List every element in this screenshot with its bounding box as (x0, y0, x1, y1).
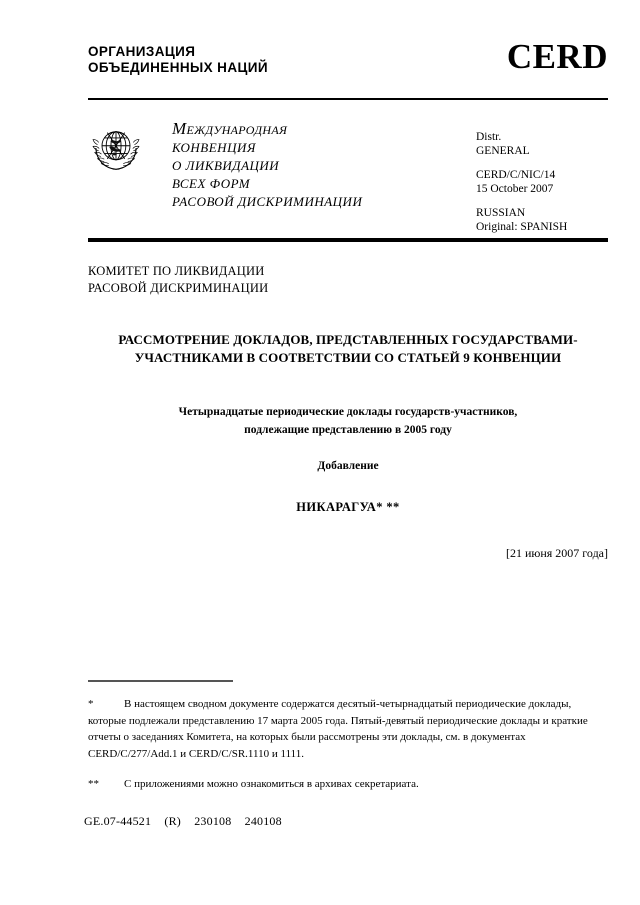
committee-heading-line2: РАСОВОЙ ДИСКРИМИНАЦИИ (88, 281, 269, 295)
convention-title-line4: ВСЕХ ФОРМ (172, 176, 251, 191)
footer-code-value: GE.07-44521 (84, 814, 152, 828)
page-subtitle-line2: подлежащие представлению в 2005 году (244, 424, 452, 436)
footnote-divider (88, 680, 233, 682)
convention-title-line2: КОНВЕНЦИЯ (172, 140, 256, 155)
document-date: 15 October 2007 (476, 183, 554, 195)
distribution-block (476, 130, 608, 234)
cerd-logo: CERD (506, 37, 608, 76)
un-emblem-icon (88, 120, 144, 176)
footer-document-code (84, 814, 282, 829)
submission-date: [21 июня 2007 года] (505, 546, 608, 560)
spacer (476, 158, 608, 168)
footnote-second-text: С приложениями можно ознакомиться в архивах секретариата. (124, 778, 419, 790)
convention-title-line3: О ЛИКВИДАЦИИ (172, 158, 280, 173)
distribution-value: GENERAL (476, 145, 530, 157)
footnote-first-marker: * (88, 698, 94, 710)
footer-number-two: 240108 (244, 814, 282, 828)
spacer (476, 196, 608, 206)
committee-heading (88, 263, 268, 297)
footnote-second-marker: ** (88, 778, 99, 790)
page-subtitle-line1: Четырнадцатые периодические доклады государств-участников, (178, 406, 518, 418)
committee-heading-line1: КОМИТЕТ ПО ЛИКВИДАЦИИ (88, 264, 265, 278)
distribution-label: Distr. (476, 131, 502, 143)
page-title-line2: УЧАСТНИКАМИ В СООТВЕТСТВИИ СО СТАТЬЕЙ 9 КОНВЕНЦИИ (134, 350, 562, 365)
convention-title (172, 118, 476, 211)
page-title (88, 331, 608, 367)
footnote-first (88, 696, 608, 762)
footnote-first-text: В настоящем сводном документе содержатся десятый-четырнадцатый периодические доклады, которые подлежали представлению 17 марта 2005 года. Пятый-девятый периодические доклады и краткие отчеты о заседаниях Комитета, на которых были рассмотрены эти доклады, см. в документах CERD/C/277/Add.1 и CERD/C/SR.1110 и 1111. (88, 698, 588, 760)
page-subtitle (88, 403, 608, 439)
document-language: RUSSIAN (476, 207, 526, 219)
page-title-line1: РАССМОТРЕНИЕ ДОКЛАДОВ, ПРЕДСТАВЛЕННЫХ ГОСУДАРСТВАМИ- (118, 332, 578, 347)
header-divider-thick (88, 238, 608, 242)
organization-name-line2: ОБЪЕДИНЕННЫХ НАЦИЙ (88, 60, 268, 75)
masthead (88, 37, 608, 76)
country-name: НИКАРАГУА* ** (296, 500, 400, 514)
footnote-second (88, 776, 608, 793)
document-original-language: Original: SPANISH (476, 221, 568, 233)
convention-title-line1: Международная (172, 119, 288, 138)
footer-number-one: 230108 (194, 814, 232, 828)
organization-name (88, 44, 268, 76)
convention-block (88, 118, 608, 234)
footnotes (88, 696, 608, 807)
header-divider-thin (88, 98, 608, 100)
document-symbol: CERD/C/NIC/14 (476, 169, 556, 181)
organization-name-line1: ОРГАНИЗАЦИЯ (88, 44, 196, 59)
convention-title-line5: РАСОВОЙ ДИСКРИМИНАЦИИ (172, 194, 363, 209)
addendum-label: Добавление (317, 460, 379, 472)
footer-language-code: (R) (164, 814, 182, 828)
